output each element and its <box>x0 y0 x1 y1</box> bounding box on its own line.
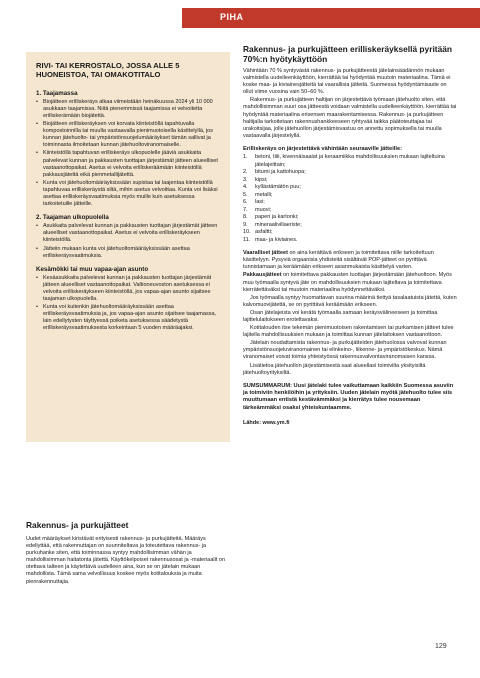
section-header <box>0 8 480 28</box>
list-item: • Asukkaita palvelevat kunnan ja pakkausten tuottajan järjestämät jätteen alueelliset vastaanottopaikat. Asetus ei velvoita erilliskeräykseen kiinteistöllä. <box>36 223 222 244</box>
paragraph: Lisätietoa jätehuollon järjestämisestä saat alueellasi toimivilta yksityisiltä jätehuoltoyrityksiltä. <box>243 362 426 376</box>
info-box-title: RIVI- TAI KERROSTALO, JOSSA ALLE 5 HUONEISTOA, TAI OMAKOTITALO <box>36 61 180 80</box>
list-item: • Jätteiin mukaan kunta voi jätehuoltomääräyksissään asettaa erilliskeräysvaatimuksia. <box>36 246 222 260</box>
page-number: 129 <box>435 643 447 650</box>
list-item: 11. maa- ja kiviaines. <box>243 236 298 243</box>
paragraph: Osan jätelajeista voi kerätä työmaalla samaan keräysvälineeseen ja toimittaa lajittelulaitokseen eroteltavaksi. <box>243 309 438 323</box>
list-item: 1. betoni, tiili, kivennäisaalat ja keraamiikka mahdollisuuksien mukaan lajiteltuina jätelajeittain; <box>243 154 445 168</box>
list-item: • Kunta voi kuitenkin jätehuoltomääräyksissään asettaa erilliskeräysvaatimuksia ja, jos vapaa-ajan asunto sijaitsee taajamassa, lain edellytysten täyttyessä poiketa asetuksessa säädetystä erilliskeräysvaatimuksesta korkeintaan 5 vuoden määräajaksi. <box>36 304 222 332</box>
list-item: 9. mineraalivillaeriste; <box>243 221 302 228</box>
summary-paragraph: SUMSUMMARUM: Uusi jätelaki tulee vaikuttamaan kaikkiin Suomessa asuviin ja toimiviin henkilöihin ja yrityksiin. Uuden jätelain myötä jätehuolto tulee siis muuttumaan entistä kestävämmäksi ja kierrätys tulee nousemaan tärkeämmäksi osaksi yhteiskuntaamme. <box>243 382 454 411</box>
waste-list <box>243 154 458 244</box>
list-item: 4. kyllästämätön puu; <box>243 184 301 191</box>
left-article-heading: Rakennus- ja purkujätteet <box>26 520 129 530</box>
box-section-title: 1. Taajamassa <box>36 89 78 97</box>
source-line: Lähde: www.ym.fi <box>243 419 290 426</box>
paragraph: Kotitalouden itse tekemän pienimuotoisen rakentamisen tai purkamisen jätteet tulee lajitella mahdollisuuksien mukaan ja toimittaa kunnan jätelaitoksen vastaanottoon. <box>243 325 454 339</box>
info-box <box>26 52 230 442</box>
paragraph: Pakkausjätteet on toimitettava pakkausten tuottajan järjestämään jätehuoltoon. Myös muu työmaalla syntyvä jäte on mahdollisuuksien mukaan lajiteltava ja toimitettava kierrätettäväksi tai muutoin materiaalina hyödynnettäväksi. <box>243 272 452 293</box>
list-item: 2. bitumi ja kattohuopa; <box>243 169 306 176</box>
right-article <box>243 44 458 426</box>
list-item: • Kiinteistöllä tapahtuvan erilliskeräys ulkopuolelle jäävià asukkaita palvelevat kunnan ja pakkausten tuottajan järjestämät jätteen alueelliset vastaanottopaikat. Asetus ei velvoita erilliskeräämään kiinteistöllä pakkausjätettä eikä pienmetallijätettä. <box>36 150 222 178</box>
box-section-list <box>36 99 222 208</box>
list-item: 3. kipsi; <box>243 176 268 183</box>
list-item: 7. muovi; <box>243 206 272 213</box>
section-label: PIHA <box>220 12 244 22</box>
paragraph: Jos työmaalla syntyy huomattavan suurina määrinä tiettyä tasalaatuista jätettä, kuten kalvomuovijätettä, se on pyrittävä keräämään erikseen. <box>243 294 457 308</box>
paragraph: Vähintään 70 % syntyvästä rakennus- ja purkujätteestä jätelainsäädännön mukaan valmistella uudelleenkäyttöön, kierrättää tai hyödyntää muutoin materiaalina. Tämä ei koske maa- ja kiviainesjätteitä tai vaarallisia jätteitä. Suomessa hyödyntämisaste on ollut viime vuosina vain 50–60 %. <box>243 68 451 96</box>
paragraph: Jätelain noudattamista rakennus- ja purkujätteiden jätehuolossa valvovat kunnan ympäristönsuojeluviranomainen tai elinkeino-, liikenne- ja ympäristökeskus. Nämä viranomaiset voivat toimia yhteistyössä rakennusvalvontaviranomaisen kanssa. <box>243 340 447 361</box>
list-item: • Kunta voi jätehuoltomääräyksissään supistaa tai laajentaa kiinteistöllä tapahtuvaa erilliskeräystä siltä, mihin asetus velvoittaa. Kunta voi lisäksi asettaa erilliskeräysvaatimuksia myös muille kuin asetuksessa tarkoitetuille jätteille. <box>36 180 222 208</box>
box-section-title: 2. Taajaman ulkopuolella <box>36 214 109 222</box>
box-section-list <box>36 275 222 333</box>
list-item: • Biojätteen erilliskeräys alkaa viimeistään heinäkuussa 2024 yli 10 000 asukkaan taajamissa. Niitä pienemmissä taajamissa ei velvoitetta erilliskerämään biojätettä. <box>36 99 222 120</box>
box-section-title: Kesämökki tai muu vapaa-ajan asunto <box>36 265 149 273</box>
list-item: 5. metalli; <box>243 191 273 198</box>
list-heading: Erilliskeräys on järjestettävä vähintään seuraaville jätteille: <box>243 145 403 152</box>
list-item: 6. lasi; <box>243 199 265 206</box>
left-article-text: Uudet määräykset kiristävät erityisesti rakennus- ja purkujätteitä. Määräys edellyttää, että rakennuttajan on suunniteltava ja toteutettava rakennus- ja purkuhanke siten, että toiminnassa syntyy mahdollisimman vähän ja mahdollisimman haitatonta jätettä. Käyttökelpoiset rakennusosat ja -materiaalit on otettava talteen ja käytettävä uudelleen aina, kun se on jätelain mukaan mahdollista. Tämä sama velvollisuus koskee myös kotitalouksia ja muita pienrakennuttajia. <box>26 536 226 585</box>
list-item: • Kesäasukkaita palvelevat kunnan ja pakkausten tuottajan järjestämät jätteen alueelliset vastaanottopaikat. Valtioneuvoston asetuksessa ei velvoita erilliskeräykseen kiinteistöllä, jos vapaa-ajan asunto sijaitsee taajaman ulkopuolella. <box>36 275 222 303</box>
paragraph: Vaaralliset jätteet on aina kerättävä erikseen ja toimitettava niille tarkoitettuun käsittelyyn. Pysyviä orgaanisia yhdisteitä sisältävät POP-jätteet on pyrittävä tunnistamaan ja keräämään erikseen asianmukaista käsittelyä varten. <box>243 250 434 271</box>
list-item: 8. paperi ja kartonki; <box>243 214 299 221</box>
box-section-list <box>36 223 222 259</box>
right-article-heading: Rakennus- ja purkujätteen erilliskeräyksellä pyritään 70%:n hyötykäyttöön <box>243 44 453 64</box>
paragraph: Rakennus- ja purkujätteen haltijan on järjestettävä työmaan jätehuolto siten, että mahdollisimman suuri osa jätteestä voidaan valmistella uudelleenkäyttöön, kierrättää tai hyödyntää materiaalina erisensen maarakentamisessa. Rakennus- ja purkujätteen haltijalla tarkoitetaan rakennushankkeeseen ryhtyvää taikka päätoteuttajaa tai urakoitsijaa, jolle jätehuollon järjestämisvastuu on annettu sopimuksella tai muulla vastaavalla järjestelyllä. <box>243 97 457 139</box>
list-item: • Biojätteen erilliskeräyksen voi korvata kiinteistöllä tapahtuvalla kompostoinnilla tai muulla vastaavalla pienimuotoisella käsittelyllä, jos kunnan jätehuolto- tai ympäristönsuojelumääräykset tämän sallivat ja toiminnasta ilmoitetaan kunnan jätehuoltoviranomaiselle. <box>36 121 222 149</box>
list-item: 10. asfaltti; <box>243 229 273 236</box>
info-column <box>26 52 230 442</box>
left-article <box>26 520 230 586</box>
